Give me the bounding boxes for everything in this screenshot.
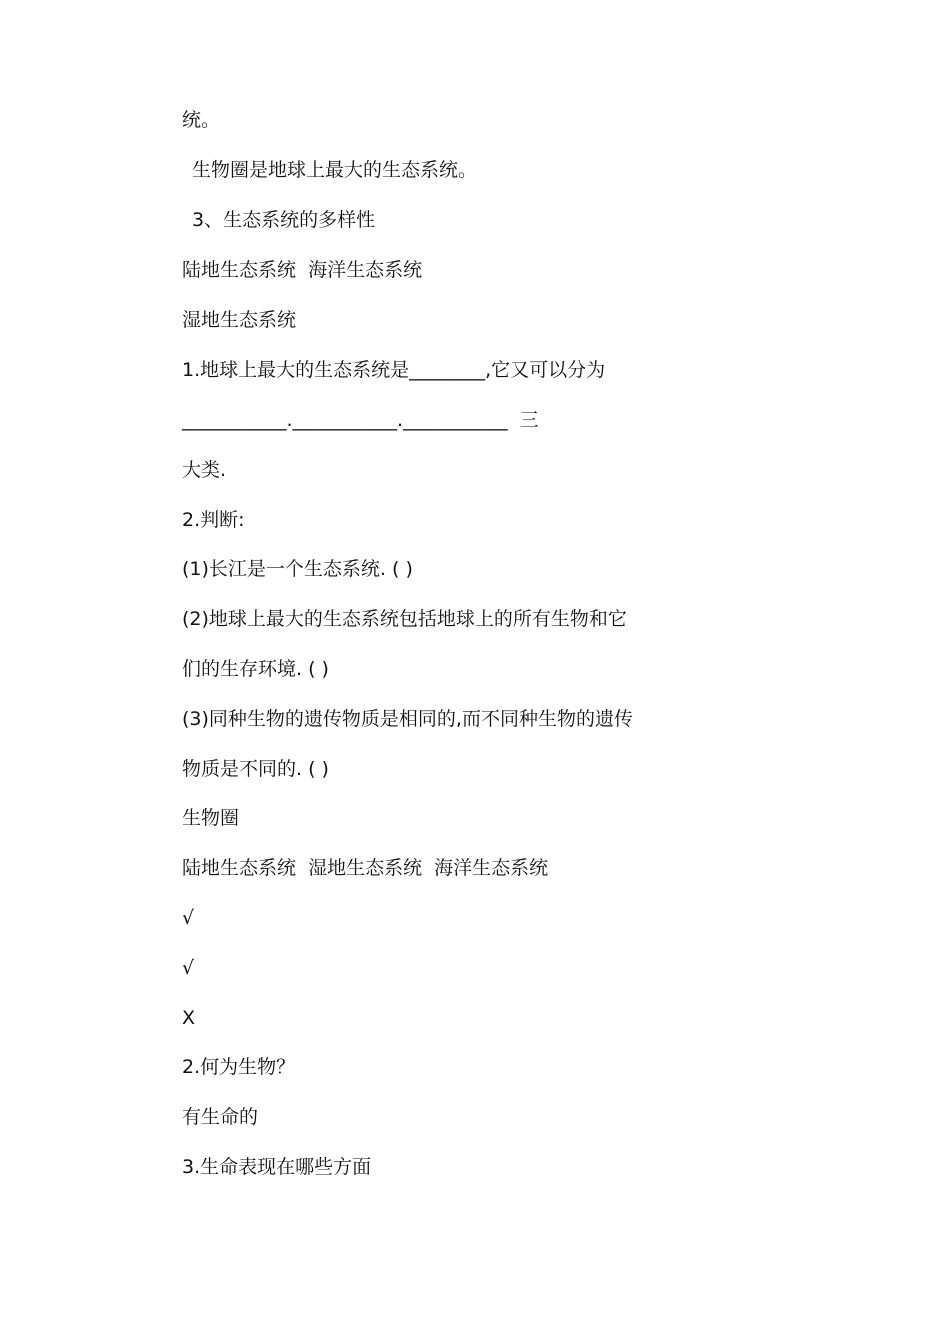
text-line: 陆地生态系统 海洋生态系统 (182, 259, 423, 281)
text-line: 湿地生态系统 (182, 309, 297, 331)
section-heading: 3、生态系统的多样性 (192, 209, 376, 231)
question-line: 2.判断: (182, 509, 245, 531)
answer-cross: X (182, 1007, 196, 1029)
answer-check: √ (182, 907, 195, 929)
question-line: 3.生命表现在哪些方面 (182, 1156, 372, 1178)
answer-line: 有生命的 (182, 1106, 259, 1128)
text-line: 物质是不同的. ( ) (182, 758, 329, 780)
question-line: 1.地球上最大的生态系统是________,它又可以分为 (182, 359, 606, 381)
question-line: (2)地球上最大的生态系统包括地球上的所有生物和它 (182, 608, 627, 630)
blank-line: ___________.___________.___________ 三 (182, 409, 539, 431)
text-line: 大类. (182, 459, 227, 481)
answer-check: √ (182, 957, 195, 979)
text-line: 生物圈是地球上最大的生态系统。 (192, 159, 478, 181)
question-line: (3)同种生物的遗传物质是相同的,而不同种生物的遗传 (182, 708, 633, 730)
text-line: 们的生存环境. ( ) (182, 658, 329, 680)
question-line: 2.何为生物？ (182, 1056, 296, 1078)
answer-line: 生物圈 (182, 807, 240, 829)
question-line: (1)长江是一个生态系统. ( ) (182, 558, 413, 580)
answer-line: 陆地生态系统 湿地生态系统 海洋生态系统 (182, 857, 549, 879)
text-line: 统。 (182, 109, 221, 131)
